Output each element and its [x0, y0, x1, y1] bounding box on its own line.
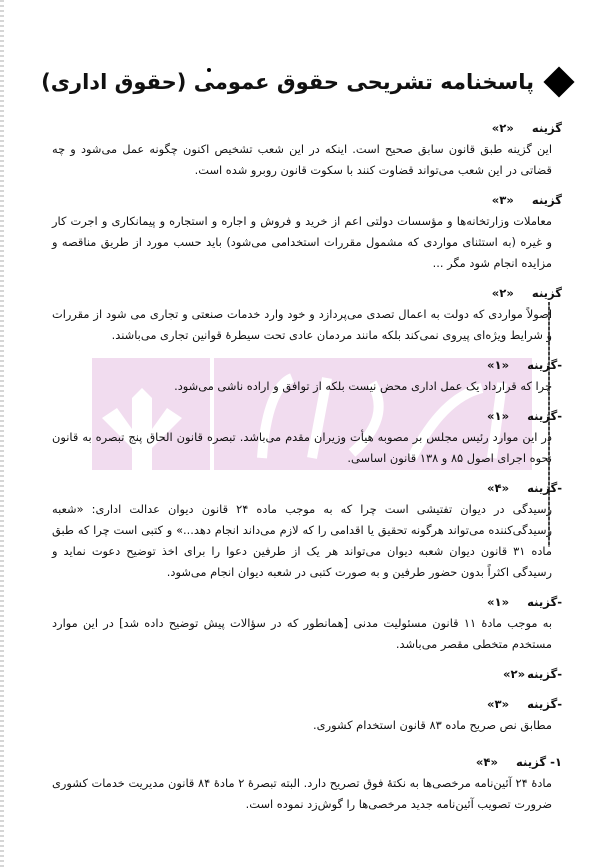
answer-heading [52, 118, 562, 139]
answer-label: گزینه [527, 595, 558, 609]
answer-option: «۳» [486, 697, 510, 711]
answer-text: مطابق نص صریح ماده ۸۳ قانون استخدام کشوری. [313, 718, 552, 732]
answer-text: معاملات وزارتخانه‌ها و مؤسسات دولتی اعم از خرید و فروش و اجاره و استجاره و پیمانکاری و اجرت کار و غیره (به استثنای مواردی که مشمول مقررات استخدامی می‌شود) باید حسب مورد از طریق مناقصه و مزایده انجام شود مگر ... [52, 214, 552, 270]
answer-text: به موجب مادهٔ ۱۱ قانون مسئولیت مدنی [همانطور که در سؤالات پیش توضیح داده شد] در این موارد مستخدم متخطی مقصر می‌باشد. [52, 616, 552, 651]
answer-item [52, 190, 562, 274]
answer-label: گزینه [531, 286, 562, 300]
answer-text: در این موارد رئیس مجلس بر مصوبه هیأت وزیران مقدم می‌باشد. تبصره قانون الحاق پنج تبصره به قانون نحوه اجرای اصول ۸۵ و ۱۳۸ قانون اساسی. [52, 430, 552, 465]
answer-option: «۱» [486, 409, 510, 423]
diamond-bullet-icon [543, 66, 574, 97]
answer-label: گزینه [531, 121, 562, 135]
answer-item [52, 592, 562, 655]
answer-text: اصولاً مواردی که دولت به اعمال تصدی می‌پردازد و خود وارد خدمات صنعتی و تجاری می شود از مقررات و شرایط ویژه‌ای پیروی نمی‌کند بلکه مانند مردمان عادی تحت سیطرهٔ قوانین تجاری می‌باشند. [52, 307, 552, 342]
answer-heading [52, 355, 562, 376]
answer-label: گزینه [527, 409, 558, 423]
answer-item [52, 664, 562, 685]
answer-item [52, 118, 562, 181]
answer-prefix: - [557, 697, 562, 711]
answer-heading [52, 752, 562, 773]
answer-prefix: - [557, 595, 562, 609]
answer-prefix: - [557, 358, 562, 372]
answer-item [52, 478, 562, 583]
answer-prefix: - [557, 481, 562, 495]
answer-label: گزینه [527, 358, 558, 372]
answer-option: «۴» [475, 755, 498, 769]
answer-heading [52, 406, 562, 427]
answer-option: «۲» [491, 286, 514, 300]
answers-list [52, 118, 562, 824]
answer-heading [52, 478, 562, 499]
answer-item [52, 283, 562, 346]
answer-option: «۳» [491, 193, 514, 207]
scan-left-edge [0, 0, 4, 867]
answer-prefix: - [557, 667, 562, 681]
answer-heading [52, 283, 562, 304]
answer-label: گزینه [527, 697, 558, 711]
answer-option: «۱» [486, 358, 510, 372]
answer-text: چرا که قرارداد یک عمل اداری محض نیست بلکه از توافق و اراده ناشی می‌شود. [174, 379, 552, 393]
answer-item [52, 406, 562, 469]
answer-label: گزینه [531, 193, 562, 207]
answer-text: این گزینه طبق قانون سابق صحیح است. اینکه در این شعب تشخیص اکنون چگونه عمل می‌شود و چه قضاتی در این شعب می‌تواند قضاوت کنند با سکوت قانون روبرو شده است. [52, 142, 552, 177]
section-header [41, 70, 570, 94]
answer-option: «۲» [491, 121, 514, 135]
answer-option: «۱» [486, 595, 510, 609]
answer-item [52, 694, 562, 736]
answer-label: گزینه [527, 481, 558, 495]
answer-label: گزینه [515, 755, 547, 769]
answer-heading [52, 694, 562, 715]
answer-option: «۲» [503, 667, 526, 681]
answer-prefix: ۱- [550, 755, 562, 769]
answer-item [52, 752, 562, 815]
answer-text: رسیدگی در دیوان تفتیشی است چرا که به موجب ماده ۲۴ قانون دیوان عدالت اداری: «شعبه رسیدگی‌کننده می‌تواند هرگونه تحقیق یا اقدامی را که لازم می‌داند انجام دهد...» و کتبی است چرا که طبق ماده ۳۱ قانون دیوان شعبه دیوان می‌تواند هر یک از طرفین دعوا را برای اخذ توضیح دعوت نماید و رسیدگی اکثراً بدون حضور طرفین و به صورت کتبی در شعبه دیوان انجام می‌شود. [52, 502, 553, 579]
answer-item [52, 355, 562, 397]
answer-heading [52, 592, 562, 613]
answer-heading [52, 190, 562, 211]
answer-prefix: - [557, 409, 562, 423]
page-title: پاسخنامه تشریحی حقوق عمومی (حقوق اداری) [41, 70, 534, 94]
answer-heading [52, 664, 562, 685]
answer-option: «۴» [486, 481, 510, 495]
answer-text: مادهٔ ۲۴ آئین‌نامه مرخصی‌ها به نکتهٔ فوق تصریح دارد. البته تبصرهٔ ۲ مادهٔ ۸۴ قانون مدیریت خدمات کشوری ضرورت تصویب آئین‌نامه جدید مرخصی‌ها را گوش‌زد نموده است. [52, 776, 552, 811]
answer-label: گزینه [527, 667, 558, 681]
